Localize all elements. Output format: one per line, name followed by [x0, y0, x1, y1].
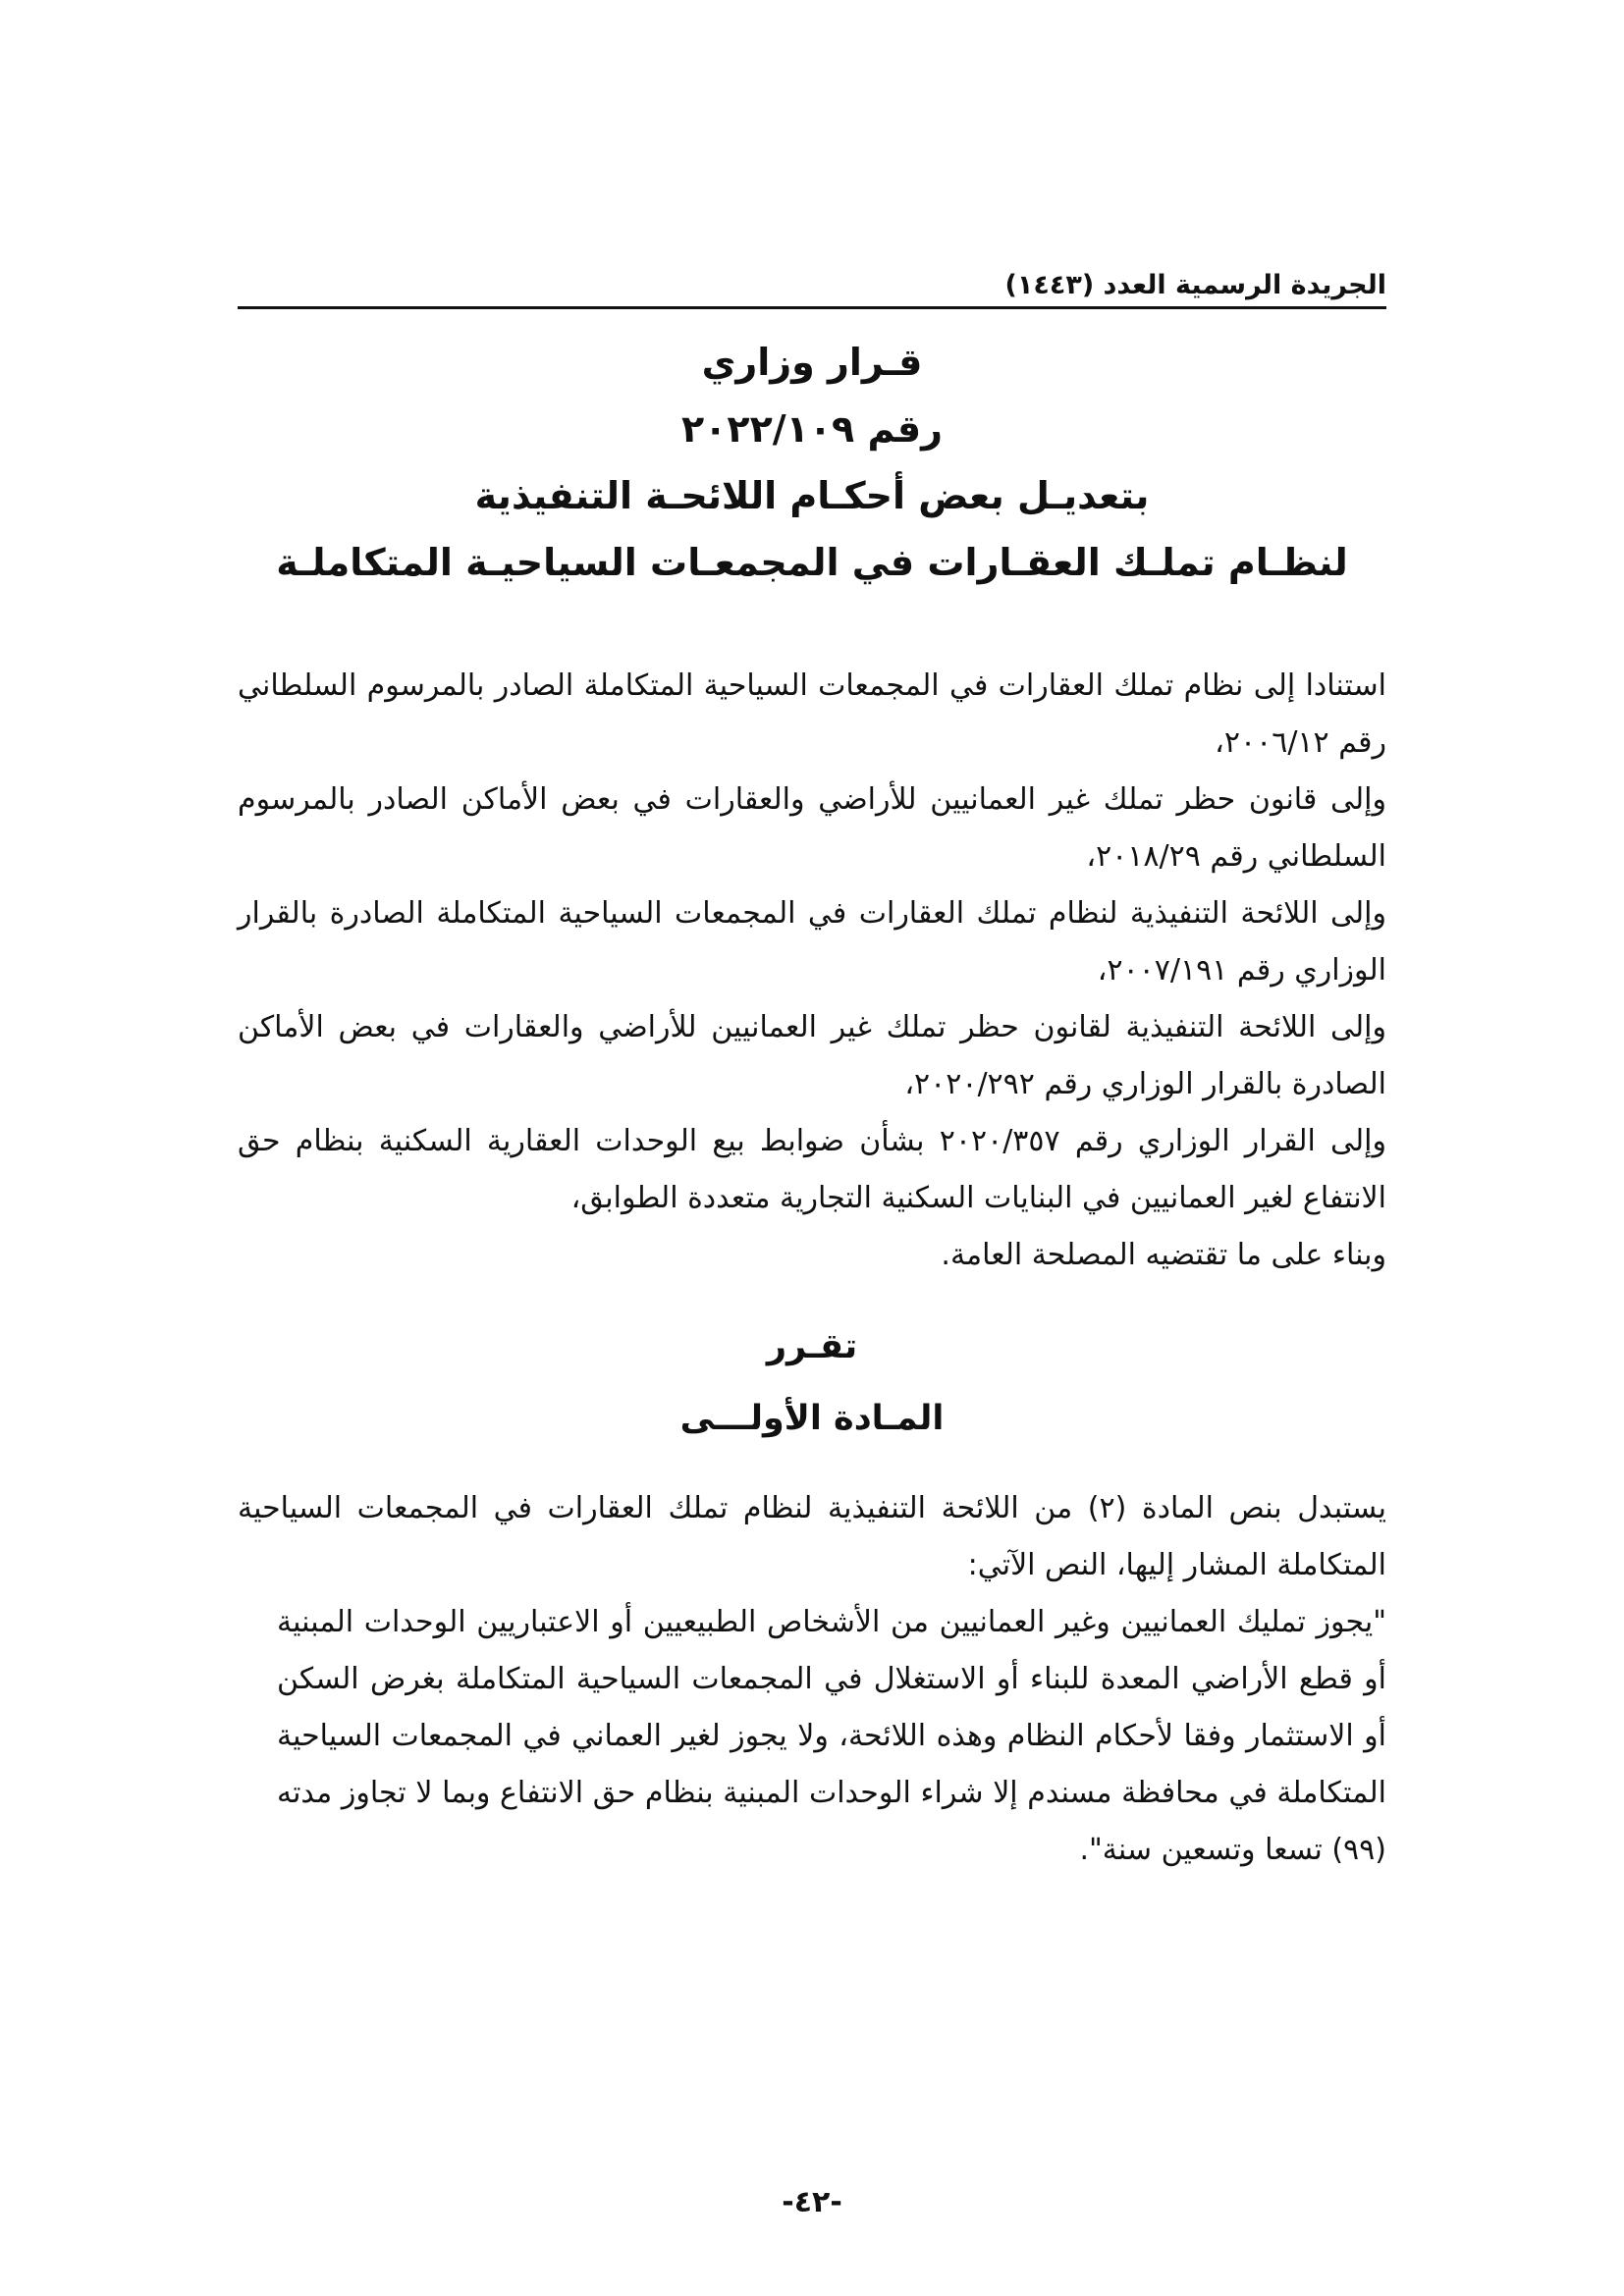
page-number: -٤٢-: [782, 2185, 842, 2219]
decree-subject-line-1: بتعديـل بعض أحكـام اللائحـة التنفيذية: [474, 474, 1150, 517]
decree-subject-line-2: لنظـام تملـك العقـارات في المجمعـات السياحيـة المتكاملـة: [276, 541, 1348, 584]
preamble-paragraph: استنادا إلى نظام تملك العقارات في المجمعات السياحية المتكاملة الصادر بالمرسوم السلطاني رقم ٢٠٠٦/١٢،: [238, 668, 1386, 760]
gazette-header-title: الجريدة الرسمية العدد (١٤٤٣): [1004, 270, 1386, 300]
article-one-quoted-text: "يجوز تمليك العمانيين وغير العمانيين من الأشخاص الطبيعيين أو الاعتباريين الوحدات المبنية أو قطع الأراضي المعدة للبناء أو الاستغلال في المجمعات السياحية المتكاملة بغرض السكن أو الاستثمار وفقا لأحكام النظام وهذه اللائحة، ولا يجوز لغير العماني في المجمعات السياحية المتكاملة في محافظة مسندم إلا شراء الوحدات المبنية بنظام حق الانتفاع وبما لا تجاوز مدته (٩٩) تسعا وتسعين سنة".: [277, 1605, 1386, 1867]
decree-type: قـرار وزاري: [701, 341, 923, 384]
article-one-body: [238, 1480, 1386, 1879]
decides-heading: تقـرر: [766, 1327, 858, 1366]
preamble-paragraph: وإلى القرار الوزاري رقم ٢٠٢٠/٣٥٧ بشأن ضوابط بيع الوحدات العقارية السكنية بنظام حق الانتفاع لغير العمانيين في البنايات السكنية التجارية متعددة الطوابق،: [238, 1124, 1387, 1215]
preamble-paragraph: وبناء على ما تقتضيه المصلحة العامة.: [941, 1238, 1386, 1272]
header-divider: [238, 306, 1386, 309]
preamble-paragraph: وإلى قانون حظر تملك غير العمانيين للأراضي والعقارات في بعض الأماكن الصادر بالمرسوم السلطاني رقم ٢٠١٨/٢٩،: [238, 782, 1386, 874]
article-one-intro: يستبدل بنص المادة (٢) من اللائحة التنفيذية لنظام تملك العقارات في المجمعات السياحية المتكاملة المشار إليها، النص الآتي:: [238, 1491, 1386, 1582]
decree-title-block: [238, 329, 1386, 596]
preamble-paragraph: وإلى اللائحة التنفيذية لنظام تملك العقارات في المجمعات السياحية المتكاملة الصادرة بالقرار الوزاري رقم ٢٠٠٧/١٩١،: [238, 896, 1386, 988]
page-header: [238, 257, 1386, 306]
decree-number: رقم ٢٠٢٢/١٠٩: [680, 407, 944, 451]
preamble-paragraph: وإلى اللائحة التنفيذية لقانون حظر تملك غير العمانيين للأراضي والعقارات في بعض الأماكن الصادرة بالقرار الوزاري رقم ٢٠٢٠/٢٩٢،: [238, 1010, 1386, 1101]
preamble: [238, 658, 1386, 1284]
article-one-heading: المـادة الأولـــى: [679, 1399, 945, 1438]
